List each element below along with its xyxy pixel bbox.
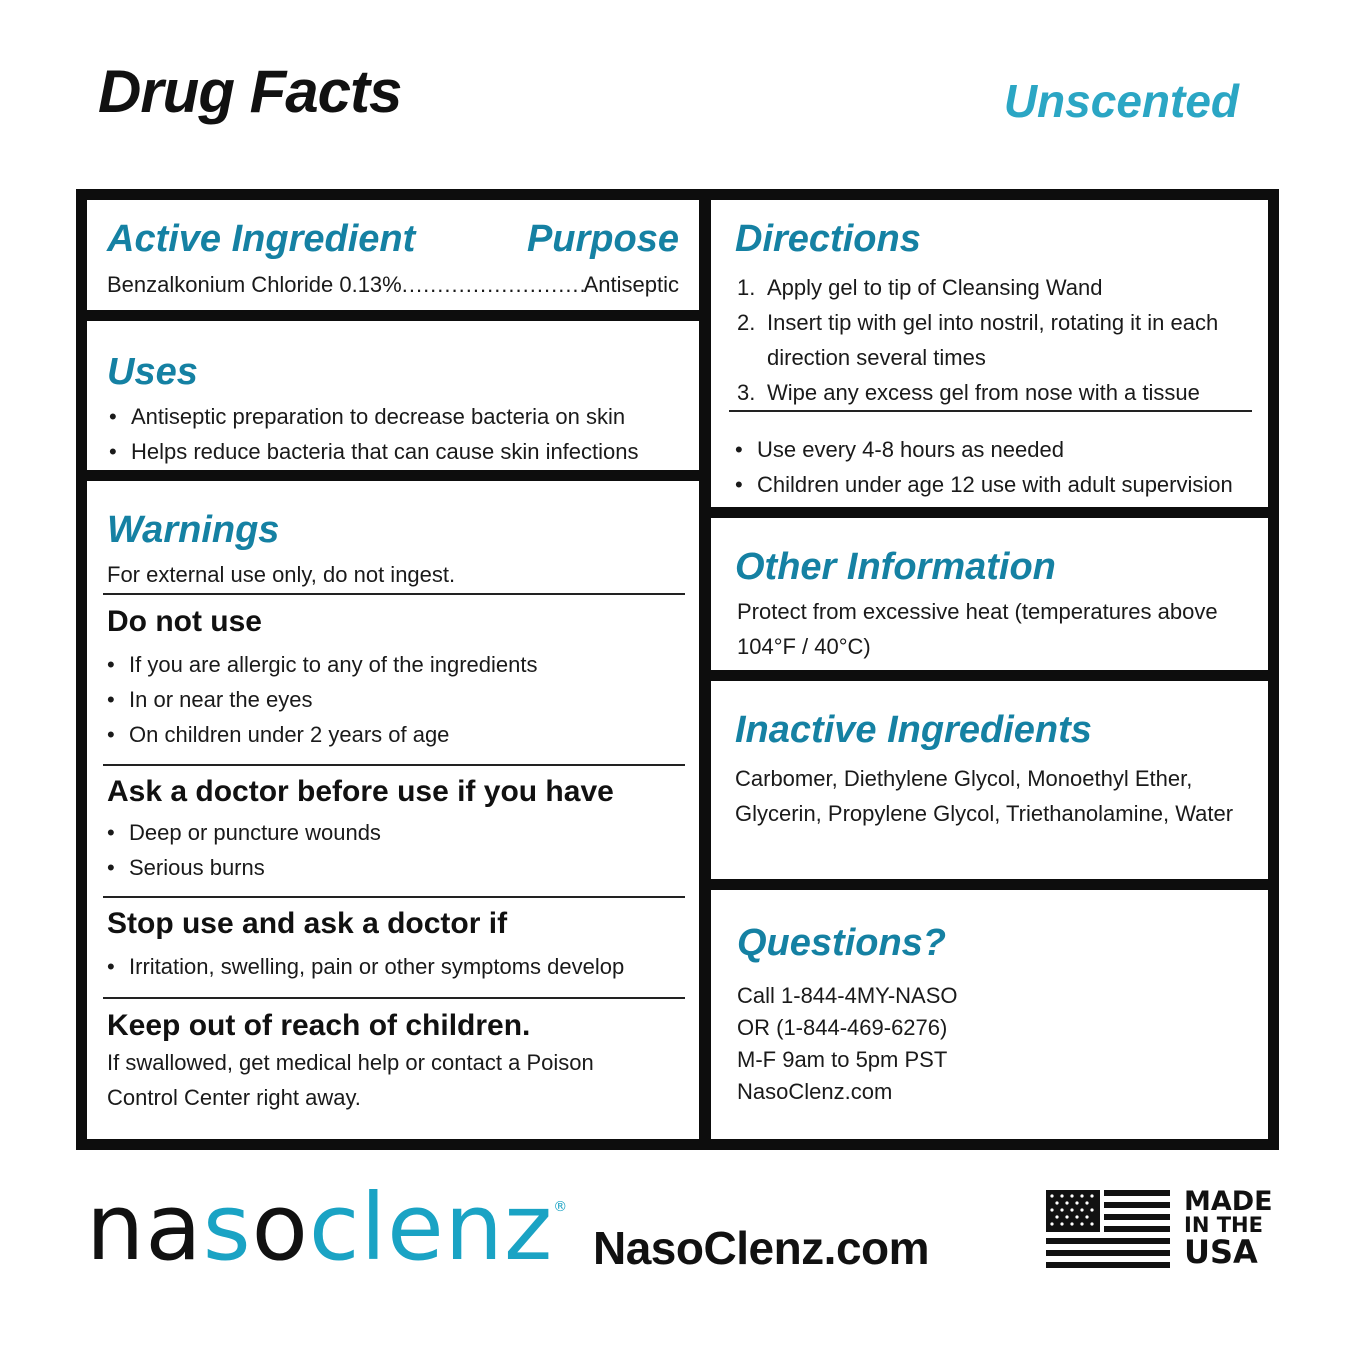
divider xyxy=(103,764,685,766)
page-title: Drug Facts xyxy=(98,58,402,125)
website-text: NasoClenz.com xyxy=(593,1222,930,1274)
contact-lines xyxy=(737,980,958,1108)
purpose-heading: Purpose xyxy=(526,218,679,260)
stop-use-list xyxy=(107,949,685,984)
contact-phone-numeric: OR (1-844-469-6276) xyxy=(737,1015,948,1040)
questions-panel xyxy=(700,879,1279,1150)
contact-hours: M-F 9am to 5pm PST xyxy=(737,1047,948,1072)
warnings-intro-section xyxy=(107,511,685,592)
ask-doctor-list xyxy=(107,815,685,885)
active-ingredient-row xyxy=(107,270,679,300)
inactive-ingredients-text: Carbomer, Diethylene Glycol, Monoethyl Ether, Glycerin, Propylene Glycol, Triethanolamine, Water xyxy=(735,766,1234,826)
directions-heading: Directions xyxy=(735,218,921,260)
list-item: • Children under age 12 use with adult supervision xyxy=(735,467,1258,502)
list-item: • Antiseptic preparation to decrease bacteria on skin xyxy=(109,399,639,434)
brand-logo: nasoclenz® xyxy=(86,1174,569,1281)
made-line3: USA xyxy=(1184,1233,1258,1271)
do-not-use-section xyxy=(107,607,685,752)
list-item: • Helps reduce bacteria that can cause skin infections xyxy=(109,434,639,469)
divider xyxy=(103,896,685,898)
inactive-ingredients-panel xyxy=(700,670,1279,891)
other-information-heading: Other Information xyxy=(735,546,1056,588)
made-line2: IN THE xyxy=(1184,1213,1263,1237)
list-item: 2. Insert tip with gel into nostril, rotating it in each direction several times xyxy=(737,310,1219,370)
keep-out-title: Keep out of reach of children. xyxy=(107,1009,531,1042)
ask-doctor-title: Ask a doctor before use if you have xyxy=(107,775,614,808)
dot-leader xyxy=(402,270,584,300)
list-item: 3. Wipe any excess gel from nose with a tissue xyxy=(737,380,1200,405)
directions-panel xyxy=(700,189,1279,519)
ask-doctor-section xyxy=(107,777,685,885)
divider xyxy=(103,593,685,595)
list-item: • Deep or puncture wounds xyxy=(107,815,685,850)
stop-use-section xyxy=(107,909,685,984)
list-item: • In or near the eyes xyxy=(107,682,685,717)
contact-website: NasoClenz.com xyxy=(737,1079,893,1104)
warnings-panel xyxy=(76,470,710,1150)
warnings-heading: Warnings xyxy=(107,509,280,551)
uses-panel xyxy=(76,310,710,485)
step-text: Wipe any excess gel from nose with a tissue xyxy=(767,380,1200,405)
directions-steps xyxy=(737,270,1254,410)
ingredient-purpose: Antiseptic xyxy=(583,272,679,297)
made-line1: MADE xyxy=(1184,1186,1273,1217)
divider xyxy=(103,997,685,999)
uses-heading: Uses xyxy=(107,351,198,393)
do-not-use-list xyxy=(107,647,685,752)
do-not-use-title: Do not use xyxy=(107,605,262,638)
active-ingredient-heading: Active Ingredient xyxy=(107,218,416,260)
ingredient-name: Benzalkonium Chloride 0.13% xyxy=(107,272,402,297)
divider xyxy=(729,410,1252,412)
contact-phone: Call 1-844-4MY-NASO xyxy=(737,983,958,1008)
inactive-ingredients-heading: Inactive Ingredients xyxy=(735,709,1092,751)
questions-heading: Questions? xyxy=(737,922,947,964)
list-item: • Serious burns xyxy=(107,850,685,885)
other-information-panel xyxy=(700,507,1279,682)
step-text: Apply gel to tip of Cleansing Wand xyxy=(767,275,1103,300)
list-item: • Use every 4-8 hours as needed xyxy=(735,432,1258,467)
step-text: Insert tip with gel into nostril, rotating it in each direction several times xyxy=(767,310,1219,370)
variant-label: Unscented xyxy=(1003,75,1239,127)
list-item: • If you are allergic to any of the ingredients xyxy=(107,647,685,682)
other-information-text: Protect from excessive heat (temperatures above 104°F / 40°C) xyxy=(737,599,1218,659)
active-ingredient-panel xyxy=(76,189,710,328)
made-in-usa-badge xyxy=(1184,1186,1273,1271)
keep-out-text: If swallowed, get medical help or contact a Poison Control Center right away. xyxy=(107,1050,594,1110)
list-item: • Irritation, swelling, pain or other symptoms develop xyxy=(107,949,685,984)
stop-use-title: Stop use and ask a doctor if xyxy=(107,907,508,940)
list-item: 1. Apply gel to tip of Cleansing Wand xyxy=(737,275,1103,300)
directions-notes xyxy=(735,432,1258,502)
warnings-intro: For external use only, do not ingest. xyxy=(107,562,456,587)
list-item: • On children under 2 years of age xyxy=(107,717,685,752)
uses-list xyxy=(109,399,639,469)
keep-out-section xyxy=(107,1011,639,1115)
